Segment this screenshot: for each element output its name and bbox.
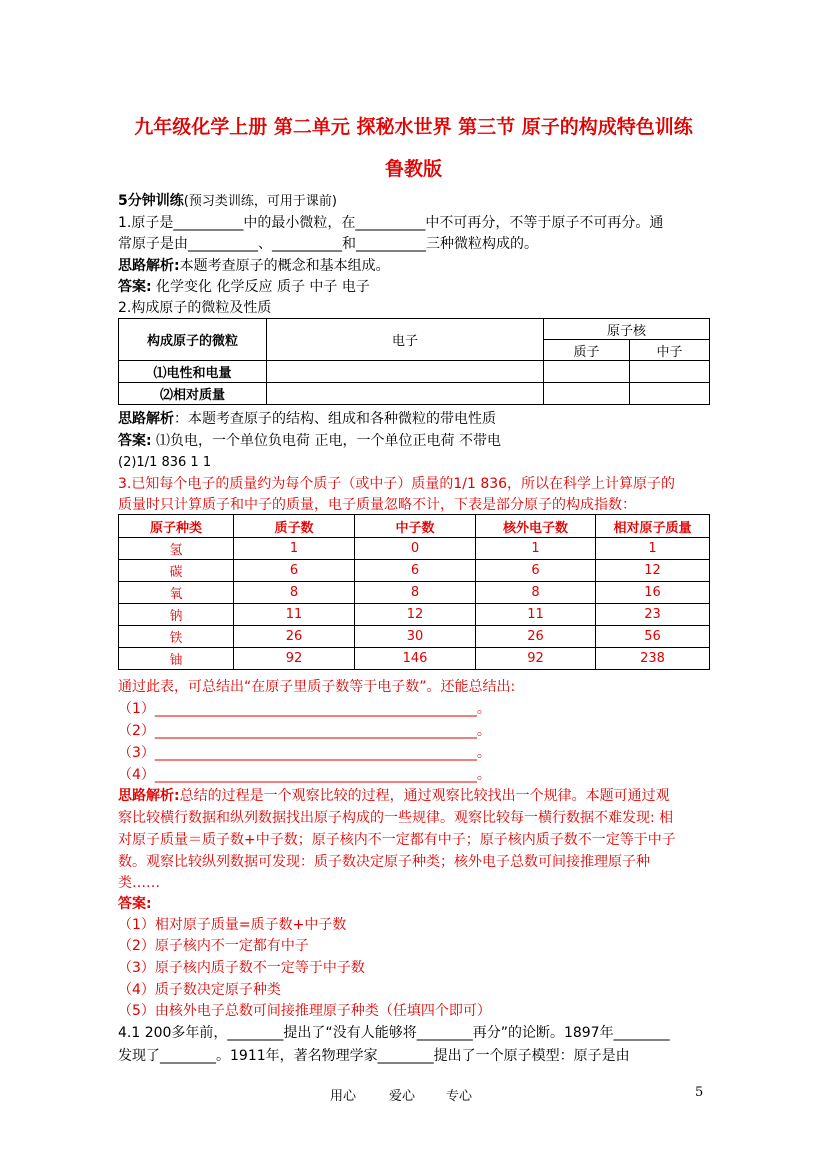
q2-stem: 2.构成原子的微粒及性质	[118, 300, 272, 316]
table-row	[119, 582, 710, 604]
table-cell	[267, 361, 544, 383]
q1-analysis-label: 思路解析:	[118, 258, 180, 274]
document-title: 九年级化学上册 第二单元 探秘水世界 第三节 原子的构成特色训练	[134, 116, 693, 138]
cell-neutrons: 0	[355, 538, 476, 560]
q2-answer-line2: (2)1/1 836 1 1	[118, 455, 212, 470]
particle-header: 构成原子的微粒	[119, 319, 267, 361]
atom-composition-table	[118, 514, 710, 670]
cell-neutrons: 30	[355, 626, 476, 648]
q3-answer-5: （5）由核外电子总数可间接推理原子种类（任填四个即可）	[118, 1003, 491, 1019]
q3-analysis-line1	[118, 785, 670, 805]
q3-answer-3: （3）原子核内质子数不一定等于中子数	[118, 960, 365, 976]
cell-protons: 8	[234, 582, 355, 604]
cell-protons: 1	[234, 538, 355, 560]
q2-answer-text: ⑴负电，一个单位负电荷 正电，一个单位正电荷 不带电	[151, 433, 501, 449]
cell-electrons: 11	[476, 604, 596, 626]
header-relative-mass: 相对原子质量	[596, 515, 710, 538]
cell-atom: 碳	[119, 560, 234, 582]
cell-protons: 92	[234, 648, 355, 670]
cell-mass: 12	[596, 560, 710, 582]
cell-mass: 56	[596, 626, 710, 648]
cell-electrons: 26	[476, 626, 596, 648]
table-cell	[267, 383, 544, 405]
cell-atom: 氧	[119, 582, 234, 604]
electron-header: 电子	[267, 319, 544, 361]
table-row	[119, 626, 710, 648]
footer-motto-1: 用心	[330, 1089, 357, 1104]
document-subtitle: 鲁教版	[384, 158, 442, 180]
cell-atom: 铀	[119, 648, 234, 670]
table-cell	[630, 383, 710, 405]
mass-row-label: ⑵相对质量	[119, 383, 267, 405]
footer-motto-2: 爱心	[389, 1089, 416, 1104]
cell-neutrons: 6	[355, 560, 476, 582]
q1-line1: 1.原子是__________中的最小微粒，在__________中不可再分，不等于原子不可再分。通	[118, 215, 664, 231]
q3-summary: 通过此表，可总结出“在原子里质子数等于电子数”。还能总结出:	[118, 679, 516, 695]
particle-table	[118, 318, 710, 405]
q3-line1: 3.已知每个电子的质量约为每个质子（或中子）质量的1/1 836，所以在科学上计算原子的	[118, 476, 676, 492]
cell-atom: 氢	[119, 538, 234, 560]
q2-answer-label: 答案:	[118, 433, 152, 449]
footer-motto-3: 专心	[446, 1089, 473, 1104]
cell-protons: 6	[234, 560, 355, 582]
page-number: 5	[695, 1085, 704, 1100]
cell-neutrons: 8	[355, 582, 476, 604]
q3-blank-2: （2）______________________________________________。	[118, 723, 491, 739]
q3-analysis-line2: 察比较横行数据和纵列数据找出原子构成的一些规律。观察比较每一横行数据不难发现: 相	[118, 810, 674, 826]
cell-protons: 11	[234, 604, 355, 626]
cell-protons: 26	[234, 626, 355, 648]
section-heading-note: (预习类训练，可用于课前)	[183, 194, 337, 209]
charge-row-label: ⑴电性和电量	[119, 361, 267, 383]
table-cell	[630, 361, 710, 383]
q3-blank-4: （4）______________________________________________。	[118, 767, 491, 783]
cell-mass: 1	[596, 538, 710, 560]
q3-analysis-label: 思路解析:	[118, 788, 180, 804]
cell-electrons: 8	[476, 582, 596, 604]
table-cell	[544, 383, 630, 405]
q3-analysis-line3: 对原子质量＝质子数+中子数；原子核内不一定都有中子；原子核内质子数不一定等于中子	[118, 832, 676, 848]
cell-atom: 铁	[119, 626, 234, 648]
section-heading	[118, 190, 337, 210]
q1-answer-label: 答案:	[118, 279, 152, 295]
q1-answer-text: 化学变化 化学反应 质子 中子 电子	[151, 279, 370, 295]
table-cell	[544, 361, 630, 383]
q2-analysis	[118, 408, 496, 428]
cell-neutrons: 146	[355, 648, 476, 670]
section-heading-bold: 5分钟训练	[118, 193, 184, 209]
cell-electrons: 1	[476, 538, 596, 560]
cell-atom: 钠	[119, 604, 234, 626]
q3-answer-1: （1）相对原子质量=质子数+中子数	[118, 917, 347, 933]
cell-electrons: 6	[476, 560, 596, 582]
q3-analysis-line4: 数。观察比较纵列数据可发现：质子数决定原子种类；核外电子总数可间接推理原子种	[118, 854, 650, 870]
q3-blank-1: （1）______________________________________________。	[118, 701, 491, 717]
nucleus-header: 原子核	[544, 319, 710, 340]
q1-analysis-text: 本题考查原子的概念和基本组成。	[179, 258, 390, 274]
q3-answer-4: （4）质子数决定原子种类	[118, 982, 281, 998]
q2-analysis-text: ：本题考查原子的结构、组成和各种微粒的带电性质	[174, 411, 496, 427]
q3-line2: 质量时只计算质子和中子的质量，电子质量忽略不计，下表是部分原子的构成指数：	[118, 497, 636, 513]
q3-answer-label: 答案:	[118, 896, 152, 912]
proton-header: 质子	[544, 340, 630, 361]
header-electrons: 核外电子数	[476, 515, 596, 538]
q1-line2: 常原子是由__________、__________和__________三种微粒构成的。	[118, 236, 538, 252]
q2-analysis-label: 思路解析	[118, 411, 174, 427]
q4-line1: 4.1 200多年前，________提出了“没有人能够将________再分”的论断。1897年________	[118, 1025, 670, 1041]
header-neutrons: 中子数	[355, 515, 476, 538]
q1-answer	[118, 276, 370, 296]
q2-answer	[118, 430, 501, 450]
table-row	[119, 648, 710, 670]
cell-mass: 23	[596, 604, 710, 626]
table-row	[119, 604, 710, 626]
cell-neutrons: 12	[355, 604, 476, 626]
table-row	[119, 538, 710, 560]
cell-electrons: 92	[476, 648, 596, 670]
q1-analysis	[118, 255, 390, 275]
q3-analysis-line5: 类……	[118, 875, 160, 891]
cell-mass: 16	[596, 582, 710, 604]
cell-mass: 238	[596, 648, 710, 670]
q4-line2: 发现了________。1911年，著名物理学家________提出了一个原子模型：原子是由	[118, 1048, 630, 1064]
q3-blank-3: （3）______________________________________________。	[118, 745, 491, 761]
table-row	[119, 560, 710, 582]
header-protons: 质子数	[234, 515, 355, 538]
q3-answer-2: （2）原子核内不一定都有中子	[118, 938, 309, 954]
neutron-header: 中子	[630, 340, 710, 361]
q3-analysis-text: 总结的过程是一个观察比较的过程，通过观察比较找出一个规律。本题可通过观	[179, 788, 670, 804]
header-atom-type: 原子种类	[119, 515, 234, 538]
